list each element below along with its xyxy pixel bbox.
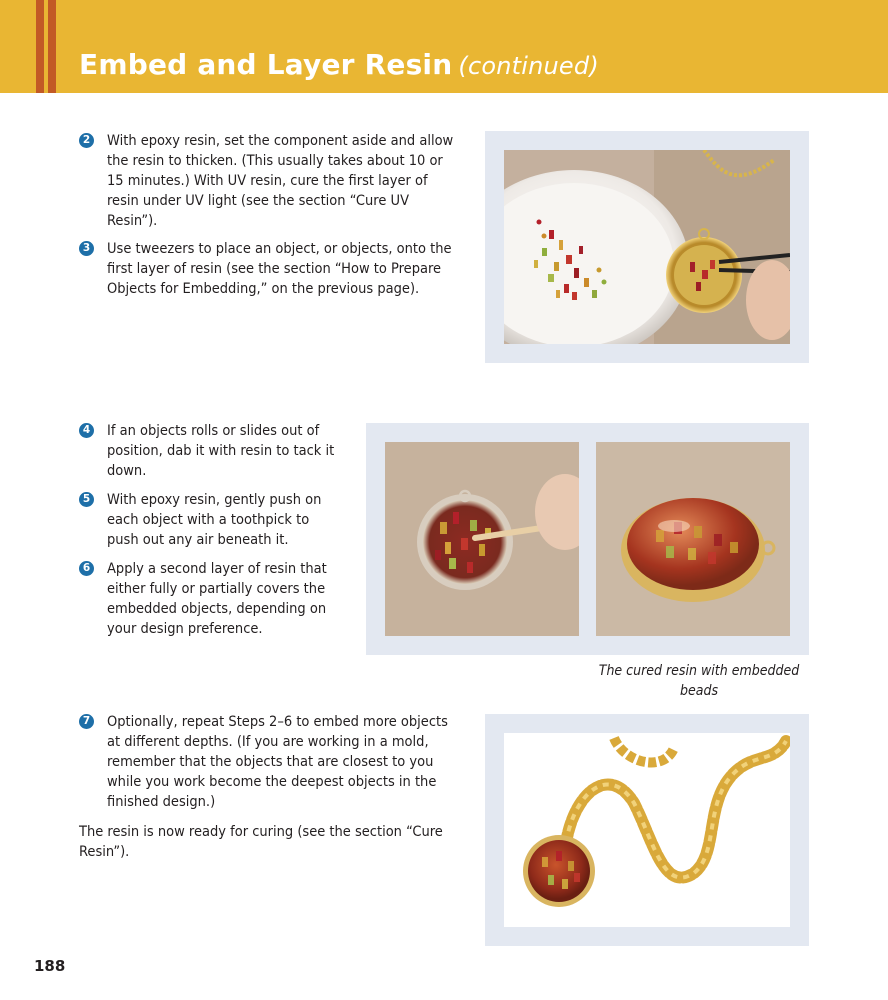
cured-resin-pendant-photo	[596, 442, 790, 636]
toothpick-pendant-illustration	[385, 442, 579, 636]
step-number-badge: 3	[79, 241, 94, 256]
step-6	[79, 559, 339, 639]
step-number-badge: 4	[79, 423, 94, 438]
step-number-badge: 5	[79, 492, 94, 507]
step-3	[79, 239, 461, 299]
page-title	[79, 48, 599, 81]
step-number-badge: 2	[79, 133, 94, 148]
step-text: Optionally, repeat Steps 2–6 to embed more objects at different depths. (If you are working in a mold, remember that the objects that are closest to you while you work become the deepest objects in the finished design.)	[107, 714, 448, 810]
step-text: If an objects rolls or slides out of position, dab it with resin to tack it down.	[107, 423, 335, 479]
header-accent-bar	[36, 0, 44, 93]
step-7	[79, 712, 461, 812]
photo-panel-necklace	[485, 714, 809, 946]
step-number-badge: 7	[79, 714, 94, 729]
photo-panel-tweezers	[485, 131, 809, 363]
step-text: With epoxy resin, gently push on each object with a toothpick to push out any air beneath it.	[107, 492, 322, 548]
step-4	[79, 421, 339, 481]
tweezers-placing-beads-photo	[504, 150, 790, 344]
step-text: Apply a second layer of resin that either fully or partially covers the embedded objects, depending on your design preference.	[107, 561, 327, 637]
finished-necklace-photo	[504, 733, 790, 927]
cured-pendant-illustration	[596, 442, 790, 636]
step-2	[79, 131, 461, 231]
step-5	[79, 490, 339, 550]
step-text: Use tweezers to place an object, or objects, onto the first layer of resin (see the section “How to Prepare Objects for Embedding,” on the previous page).	[107, 241, 452, 297]
page-number: 188	[34, 957, 66, 975]
header-accent-bar	[48, 0, 56, 93]
tweezers-placing-beads-illustration	[504, 150, 790, 344]
photo-panel-embedding	[366, 423, 809, 655]
photo-caption: The cured resin with embedded beads	[598, 663, 800, 699]
title-main: Embed and Layer Resin	[79, 48, 453, 81]
necklace-illustration	[504, 733, 790, 927]
page-header	[0, 0, 888, 93]
closing-paragraph: The resin is now ready for curing (see the section “Cure Resin”).	[79, 824, 443, 860]
title-continued: (continued)	[458, 52, 599, 80]
step-text: With epoxy resin, set the component aside and allow the resin to thicken. (This usually takes about 10 or 15 minutes.) With UV resin, cure the first layer of resin under UV light (see the section “Cure UV Resin”).	[107, 133, 454, 229]
step-number-badge: 6	[79, 561, 94, 576]
toothpick-pushing-beads-photo	[385, 442, 579, 636]
